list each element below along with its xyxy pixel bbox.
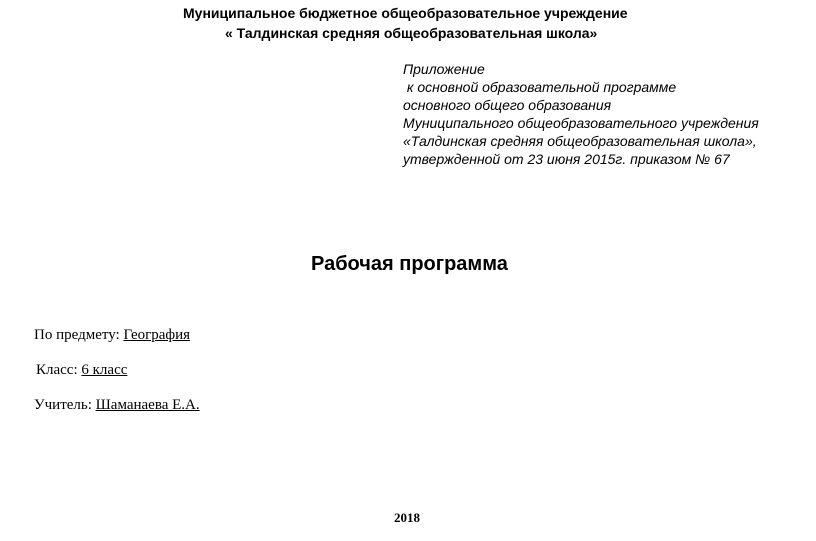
- header-line-2: « Талдинская средняя общеобразовательная школа»: [225, 25, 598, 41]
- grade-label: Класс:: [36, 362, 82, 378]
- appendix-line: «Талдинская средняя общеобразовательная школа»,: [403, 133, 757, 149]
- grade-field: [36, 362, 127, 379]
- year: 2018: [394, 510, 420, 525]
- appendix-line: к основной образовательной программе: [403, 79, 677, 95]
- teacher-label: Учитель:: [34, 397, 96, 413]
- subject-value: География: [123, 327, 191, 343]
- teacher-value: Шаманаева Е.А.: [95, 397, 200, 413]
- appendix-line: утвержденной от 23 июня 2015г. приказом № 67: [403, 151, 730, 167]
- appendix-block: [403, 60, 759, 168]
- header-line-1: Муниципальное бюджетное общеобразовательное учреждение: [183, 5, 628, 21]
- appendix-line: Муниципального общеобразовательного учреждения: [403, 115, 759, 131]
- subject-field: [34, 327, 190, 344]
- appendix-line: Приложение: [403, 61, 485, 77]
- appendix-line: основного общего образования: [403, 97, 612, 113]
- page-title: Рабочая программа: [311, 253, 508, 275]
- teacher-field: [34, 397, 200, 414]
- subject-label: По предмету:: [34, 327, 124, 343]
- grade-value: 6 класс: [81, 362, 128, 378]
